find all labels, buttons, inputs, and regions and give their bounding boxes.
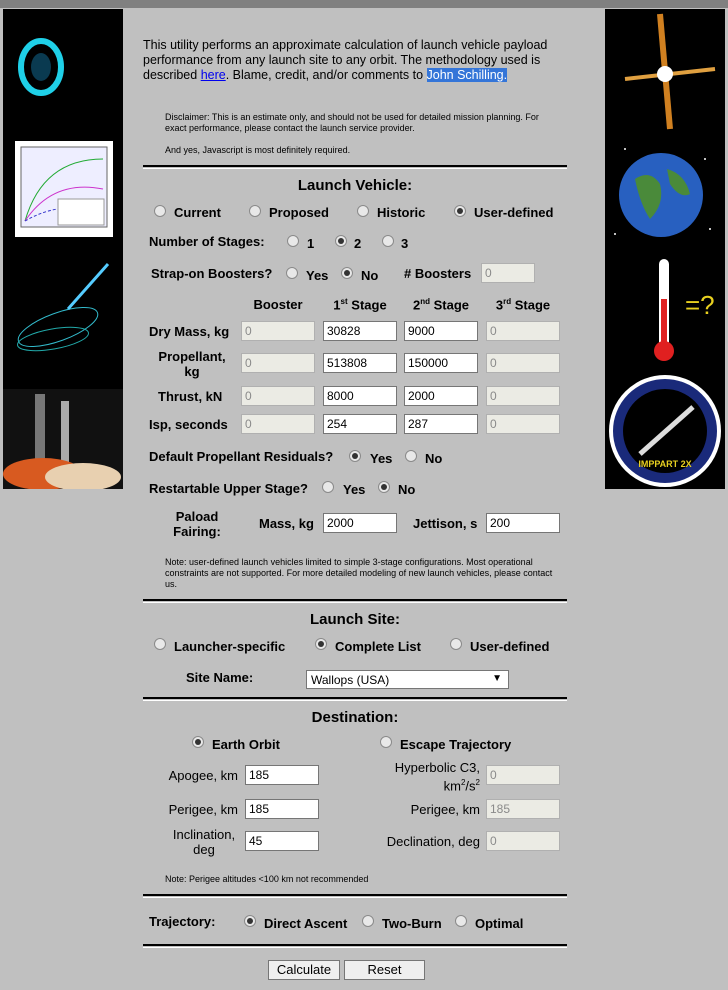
type-current-label: Current — [174, 205, 221, 220]
c3-input[interactable]: 0 — [486, 765, 560, 785]
inclination-label: Inclination, deg — [172, 827, 236, 857]
declination-label: Declination, deg — [386, 834, 480, 849]
right-image-column — [605, 9, 725, 489]
col-stage-1: 1st Stage — [333, 297, 387, 313]
badge-text: IMPPART 2X — [638, 459, 692, 469]
trajectory-optimal-radio[interactable] — [455, 915, 467, 927]
perigee-input[interactable]: 185 — [245, 799, 319, 819]
stage1-isp-input[interactable]: 254 — [323, 414, 397, 434]
type-proposed-label: Proposed — [269, 205, 329, 220]
residuals-label: Default Propellant Residuals? — [149, 449, 334, 464]
trajectory-two-burn-radio[interactable] — [362, 915, 374, 927]
site-launcher-specific-label: Launcher-specific — [174, 639, 286, 654]
chevron-down-icon: ▼ — [492, 673, 502, 684]
apogee-input[interactable]: 185 — [245, 765, 319, 785]
type-historic-radio[interactable] — [357, 205, 369, 217]
restart-no-radio[interactable] — [378, 481, 390, 493]
restart-yes-label: Yes — [343, 482, 366, 497]
escape-trajectory-label: Escape Trajectory — [400, 737, 512, 752]
type-current-radio[interactable] — [154, 205, 166, 217]
booster-isp-input[interactable]: 0 — [241, 414, 315, 434]
type-proposed-radio[interactable] — [249, 205, 261, 217]
stage1-propellant-input[interactable]: 513808 — [323, 353, 397, 373]
vehicle-note: Note: user-defined launch vehicles limited to simple 3-stage configurations. Most operational constraints are not supported. For more detailed modeling of new launch vehicles, please contact us. — [165, 557, 553, 589]
type-historic-label: Historic — [377, 205, 426, 220]
left-images — [3, 9, 123, 489]
svg-text:=?: =? — [685, 290, 715, 320]
stage2-propellant-input[interactable]: 150000 — [404, 353, 478, 373]
strapon-no-radio[interactable] — [341, 267, 353, 279]
stages-2-label: 2 — [354, 236, 362, 251]
site-complete-list-radio[interactable] — [315, 638, 327, 650]
stages-3-label: 3 — [401, 236, 409, 251]
restart-no-label: No — [398, 482, 416, 497]
site-name-select[interactable]: Wallops (USA) ▼ — [306, 670, 509, 689]
stage2-isp-input[interactable]: 287 — [404, 414, 478, 434]
jettison-label: Jettison, s — [413, 516, 478, 531]
reset-button[interactable]: Reset — [344, 960, 425, 980]
stages-1-label: 1 — [307, 236, 315, 251]
stages-3-radio[interactable] — [382, 235, 394, 247]
stage2-thrust-input[interactable]: 2000 — [404, 386, 478, 406]
fairing-label: Paload Fairing: — [173, 509, 221, 539]
stages-1-radio[interactable] — [287, 235, 299, 247]
thrust-label: Thrust, kN — [158, 389, 223, 404]
stage3-dry-mass-input[interactable]: 0 — [486, 321, 560, 341]
destination-heading: Destination: — [311, 709, 399, 726]
calculate-button[interactable]: Calculate — [268, 960, 340, 980]
restart-label: Restartable Upper Stage? — [149, 481, 308, 496]
stage3-isp-input[interactable]: 0 — [486, 414, 560, 434]
strapon-no-label: No — [361, 268, 379, 283]
earth-orbit-radio[interactable] — [192, 736, 204, 748]
launch-site-heading: Launch Site: — [309, 611, 400, 628]
top-bar — [0, 0, 728, 8]
left-image-column — [3, 9, 123, 489]
site-complete-list-label: Complete List — [335, 639, 421, 654]
residuals-yes-radio[interactable] — [349, 450, 361, 462]
boosters-count-input[interactable]: 0 — [481, 263, 535, 283]
perigee-label: Perigee, km — [168, 802, 238, 817]
restart-yes-radio[interactable] — [322, 481, 334, 493]
site-name-label: Site Name: — [186, 670, 254, 685]
residuals-yes-label: Yes — [370, 451, 393, 466]
trajectory-label: Trajectory: — [149, 914, 216, 929]
fairing-mass-input[interactable]: 2000 — [323, 513, 397, 533]
trajectory-optimal-label: Optimal — [475, 916, 524, 931]
stage1-thrust-input[interactable]: 8000 — [323, 386, 397, 406]
strapon-yes-radio[interactable] — [286, 267, 298, 279]
c3-label: Hyperbolic C3, $km^2/s^2$ — [394, 760, 480, 794]
stage3-thrust-input[interactable]: 0 — [486, 386, 560, 406]
residuals-no-label: No — [425, 451, 443, 466]
isp-label: Isp, seconds — [149, 417, 228, 432]
earth-orbit-label: Earth Orbit — [212, 737, 280, 752]
site-user-defined-label: User-defined — [470, 639, 550, 654]
strapon-label: Strap-on Boosters? — [151, 266, 273, 281]
author-link[interactable]: John Schilling. — [426, 68, 508, 82]
site-launcher-specific-radio[interactable] — [154, 638, 166, 650]
javascript-note: And yes, Javascript is most definitely required. — [165, 145, 351, 155]
booster-dry-mass-input[interactable]: 0 — [241, 321, 315, 341]
stages-label: Number of Stages: — [149, 234, 265, 249]
residuals-no-radio[interactable] — [405, 450, 417, 462]
escape-perigee-input[interactable]: 185 — [486, 799, 560, 819]
boosters-count-label: # Boosters — [404, 266, 472, 281]
dry-mass-label: Dry Mass, kg — [149, 324, 230, 339]
col-booster: Booster — [253, 297, 303, 312]
trajectory-direct-ascent-radio[interactable] — [244, 915, 256, 927]
stage2-dry-mass-input[interactable]: 9000 — [404, 321, 478, 341]
propellant-label: Propellant, kg — [158, 349, 226, 379]
perigee-note: Note: Perigee altitudes <100 km not recommended — [165, 874, 369, 884]
strapon-yes-label: Yes — [306, 268, 329, 283]
launch-vehicle-heading: Launch Vehicle: — [297, 177, 413, 194]
type-user-defined-label: User-defined — [474, 205, 554, 220]
methodology-link[interactable]: here — [200, 68, 226, 82]
jettison-input[interactable]: 200 — [486, 513, 560, 533]
booster-propellant-input[interactable]: 0 — [241, 353, 315, 373]
stages-2-radio[interactable] — [335, 235, 347, 247]
disclaimer-text: Disclaimer: This is an estimate only, and should not be used for detailed mission planning. For exact performance, please contact the launch service provider. — [165, 112, 539, 133]
declination-input[interactable]: 0 — [486, 831, 560, 851]
fairing-mass-label: Mass, kg — [259, 516, 314, 531]
divider — [143, 599, 567, 603]
divider — [143, 894, 567, 898]
stage1-dry-mass-input[interactable]: 30828 — [323, 321, 397, 341]
right-images — [605, 9, 725, 489]
apogee-label: Apogee, km — [168, 768, 238, 783]
site-user-defined-radio[interactable] — [450, 638, 462, 650]
trajectory-two-burn-label: Two-Burn — [382, 916, 442, 931]
type-user-defined-radio[interactable] — [454, 205, 466, 217]
inclination-input[interactable]: 45 — [245, 831, 319, 851]
intro-paragraph: This utility performs an approximate calculation of launch vehicle payload performance from any launch site to any orbit. The methodology used is described here. Blame, credit, and/or comments to John Schilling. — [143, 38, 548, 82]
col-stage-2: 2nd Stage — [412, 297, 470, 313]
trajectory-direct-ascent-label: Direct Ascent — [264, 916, 348, 931]
divider — [143, 697, 567, 701]
escape-perigee-label: Perigee, km — [410, 802, 480, 817]
booster-thrust-input[interactable]: 0 — [241, 386, 315, 406]
col-stage-3: 3rd Stage — [495, 297, 551, 313]
escape-trajectory-radio[interactable] — [380, 736, 392, 748]
divider — [143, 944, 567, 948]
stage3-propellant-input[interactable]: 0 — [486, 353, 560, 373]
divider — [143, 165, 567, 169]
